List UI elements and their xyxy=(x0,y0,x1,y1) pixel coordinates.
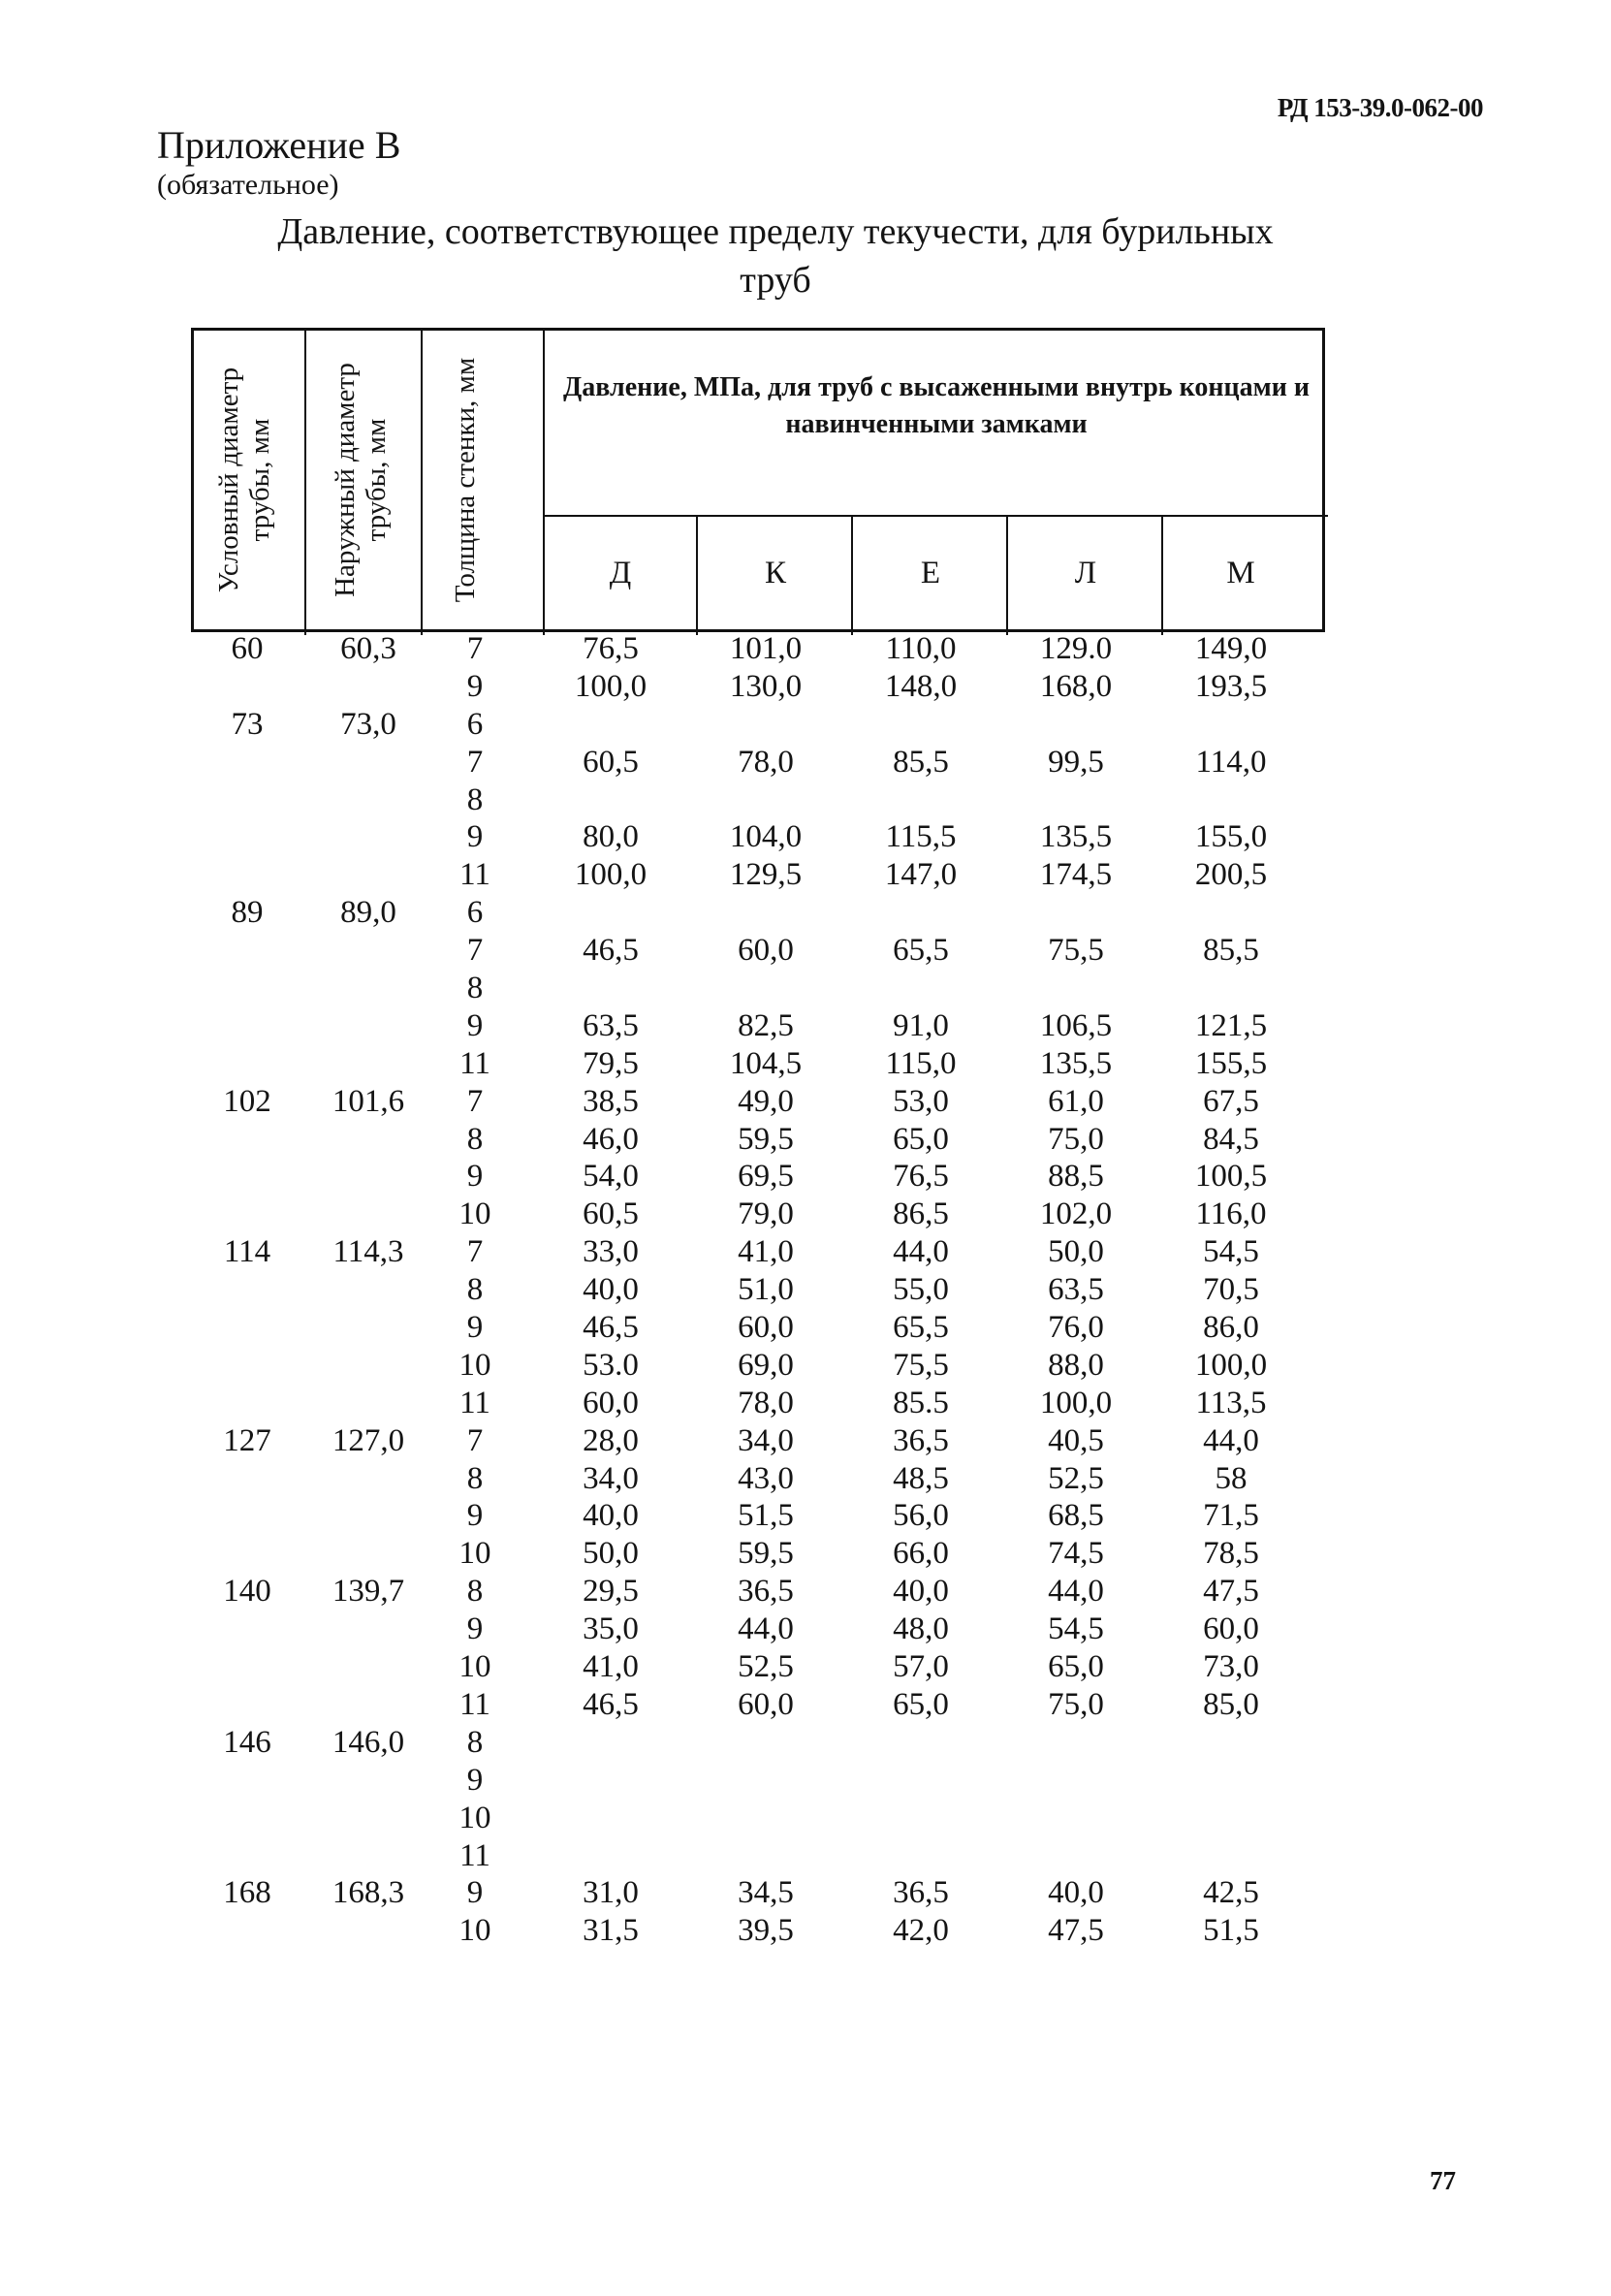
nominal-diameter-cell: 140 xyxy=(223,1574,271,1610)
pressure-m-cell: 71,5 xyxy=(1203,1498,1259,1534)
table-row xyxy=(0,1385,1611,1422)
pressure-k-cell: 82,5 xyxy=(738,1007,794,1043)
wall-thickness-cell: 7 xyxy=(466,933,484,969)
pressure-k-cell: 49,0 xyxy=(738,1083,794,1119)
table-row xyxy=(0,894,1611,932)
pressure-m-cell: 86,0 xyxy=(1203,1310,1259,1346)
header-divider xyxy=(543,515,1328,517)
wall-thickness-cell: 8 xyxy=(466,1460,484,1496)
wall-thickness-cell: 9 xyxy=(466,1007,484,1043)
table-row xyxy=(0,1460,1611,1498)
pressure-k-cell: 60,0 xyxy=(738,1686,794,1722)
pressure-d-cell: 79,5 xyxy=(583,1045,639,1081)
table-row xyxy=(0,932,1611,970)
pressure-l-cell: 88,0 xyxy=(1048,1347,1104,1383)
table-row xyxy=(0,1083,1611,1121)
outer-diameter-cell: 89,0 xyxy=(340,895,396,931)
pressure-l-cell: 135,5 xyxy=(1039,819,1113,855)
page-number: 77 xyxy=(1430,2166,1456,2195)
pressure-e-cell: 86,5 xyxy=(893,1196,949,1232)
nominal-diameter-cell: 73 xyxy=(231,706,264,742)
pressure-l-cell: 54,5 xyxy=(1048,1611,1104,1647)
pressure-d-cell: 40,0 xyxy=(583,1498,639,1534)
pressure-e-cell: 85,5 xyxy=(893,744,949,780)
table-row xyxy=(0,1837,1611,1875)
pressure-e-cell: 44,0 xyxy=(893,1234,949,1270)
pressure-k-cell: 78,0 xyxy=(738,1385,794,1420)
outer-diameter-cell: 146,0 xyxy=(332,1724,405,1760)
pressure-d-cell: 31,0 xyxy=(583,1875,639,1911)
wall-thickness-cell: 10 xyxy=(458,1800,491,1835)
table-row xyxy=(0,856,1611,894)
wall-thickness-cell: 11 xyxy=(459,1045,490,1081)
pressure-m-cell: 85,0 xyxy=(1203,1686,1259,1722)
pressure-e-cell: 110,0 xyxy=(885,631,957,666)
wall-thickness-cell: 10 xyxy=(458,1536,491,1572)
pressure-k-cell: 34,0 xyxy=(738,1422,794,1458)
table-row xyxy=(0,1271,1611,1309)
pressure-k-cell: 69,5 xyxy=(738,1159,794,1195)
pressure-m-cell: 58 xyxy=(1215,1460,1248,1496)
pressure-d-cell: 28,0 xyxy=(583,1422,639,1458)
pressure-k-cell: 52,5 xyxy=(738,1649,794,1685)
wall-thickness-cell: 6 xyxy=(466,895,484,931)
header-grade-e: Е xyxy=(920,556,941,590)
pressure-d-cell: 46,5 xyxy=(583,1310,639,1346)
pressure-d-cell: 100,0 xyxy=(574,857,648,893)
pressure-l-cell: 88,5 xyxy=(1048,1159,1104,1195)
pressure-d-cell: 76,5 xyxy=(583,631,639,666)
pressure-m-cell: 100,5 xyxy=(1194,1159,1268,1195)
pressure-e-cell: 66,0 xyxy=(893,1536,949,1572)
header-grade-m: М xyxy=(1226,556,1255,590)
wall-thickness-cell: 9 xyxy=(466,819,484,855)
table-row xyxy=(0,1309,1611,1347)
pressure-d-cell: 46,0 xyxy=(583,1121,639,1157)
pressure-d-cell: 100,0 xyxy=(574,668,648,704)
pressure-m-cell: 60,0 xyxy=(1203,1611,1259,1647)
wall-thickness-cell: 10 xyxy=(458,1649,491,1685)
wall-thickness-cell: 9 xyxy=(466,1498,484,1534)
pressure-m-cell: 44,0 xyxy=(1203,1422,1259,1458)
pressure-e-cell: 48,0 xyxy=(893,1611,949,1647)
outer-diameter-cell: 114,3 xyxy=(332,1234,404,1270)
pressure-e-cell: 55,0 xyxy=(893,1272,949,1308)
pressure-d-cell: 31,5 xyxy=(583,1913,639,1949)
pressure-l-cell: 75,5 xyxy=(1048,933,1104,969)
pressure-l-cell: 74,5 xyxy=(1048,1536,1104,1572)
wall-thickness-cell: 6 xyxy=(466,706,484,742)
table-row xyxy=(0,1874,1611,1912)
table-row xyxy=(0,1497,1611,1535)
wall-thickness-cell: 7 xyxy=(466,631,484,666)
wall-thickness-cell: 9 xyxy=(466,1875,484,1911)
table-row xyxy=(0,1007,1611,1045)
pressure-m-cell: 200,5 xyxy=(1194,857,1268,893)
pressure-k-cell: 129,5 xyxy=(729,857,803,893)
wall-thickness-cell: 9 xyxy=(466,668,484,704)
header-divider xyxy=(421,331,423,635)
header-grade-k: К xyxy=(764,556,786,590)
pressure-k-cell: 60,0 xyxy=(738,1310,794,1346)
pressure-e-cell: 91,0 xyxy=(893,1007,949,1043)
outer-diameter-cell: 60,3 xyxy=(340,631,396,666)
pressure-e-cell: 65,0 xyxy=(893,1121,949,1157)
outer-diameter-cell: 101,6 xyxy=(332,1083,405,1119)
table-row xyxy=(0,1800,1611,1837)
pressure-d-cell: 50,0 xyxy=(583,1536,639,1572)
wall-thickness-cell: 9 xyxy=(466,1762,484,1798)
pressure-d-cell: 60,0 xyxy=(583,1385,639,1420)
pressure-d-cell: 53.0 xyxy=(583,1347,639,1383)
pressure-d-cell: 38,5 xyxy=(583,1083,639,1119)
table-row xyxy=(0,668,1611,706)
pressure-l-cell: 61,0 xyxy=(1048,1083,1104,1119)
pressure-d-cell: 63,5 xyxy=(583,1007,639,1043)
pressure-e-cell: 48,5 xyxy=(893,1460,949,1496)
pressure-e-cell: 65,5 xyxy=(893,933,949,969)
outer-diameter-cell: 139,7 xyxy=(332,1574,405,1610)
pressure-e-cell: 36,5 xyxy=(893,1875,949,1911)
header-grade-l: Л xyxy=(1074,556,1097,590)
wall-thickness-cell: 10 xyxy=(458,1196,491,1232)
pressure-m-cell: 54,5 xyxy=(1203,1234,1259,1270)
pressure-k-cell: 78,0 xyxy=(738,744,794,780)
pressure-m-cell: 85,5 xyxy=(1203,933,1259,969)
wall-thickness-cell: 8 xyxy=(466,1724,484,1760)
pressure-k-cell: 41,0 xyxy=(738,1234,794,1270)
wall-thickness-cell: 8 xyxy=(466,1272,484,1308)
appendix-status: (обязательное) xyxy=(157,169,339,201)
wall-thickness-cell: 7 xyxy=(466,1083,484,1119)
table-row xyxy=(0,1724,1611,1762)
nominal-diameter-cell: 60 xyxy=(231,631,264,666)
table-title: Давление, соответствующее пределу текучести, для бурильных труб xyxy=(277,211,1274,301)
outer-diameter-cell: 73,0 xyxy=(340,706,396,742)
table-row xyxy=(0,1422,1611,1460)
pressure-m-cell: 100,0 xyxy=(1194,1347,1268,1383)
table-row xyxy=(0,970,1611,1007)
pressure-k-cell: 104,0 xyxy=(729,819,803,855)
pressure-l-cell: 75,0 xyxy=(1048,1686,1104,1722)
table-row xyxy=(0,630,1611,668)
pressure-k-cell: 34,5 xyxy=(738,1875,794,1911)
pressure-l-cell: 63,5 xyxy=(1048,1272,1104,1308)
table-row xyxy=(0,1045,1611,1083)
header-divider xyxy=(304,331,306,635)
pressure-k-cell: 51,0 xyxy=(738,1272,794,1308)
pressure-m-cell: 67,5 xyxy=(1203,1083,1259,1119)
pressure-d-cell: 54,0 xyxy=(583,1159,639,1195)
wall-thickness-cell: 10 xyxy=(458,1913,491,1949)
table-row xyxy=(0,1912,1611,1950)
pressure-k-cell: 101,0 xyxy=(729,631,803,666)
header-pressure-group: Давление, МПа, для труб с высаженными внутрь концами и навинченными замками xyxy=(563,372,1310,439)
pressure-k-cell: 104,5 xyxy=(729,1045,803,1081)
pressure-m-cell: 121,5 xyxy=(1194,1007,1268,1043)
pressure-k-cell: 59,5 xyxy=(738,1536,794,1572)
pressure-d-cell: 34,0 xyxy=(583,1460,639,1496)
nominal-diameter-cell: 114 xyxy=(223,1234,271,1270)
appendix-title: Приложение В xyxy=(157,123,401,167)
table-row xyxy=(0,1573,1611,1610)
pressure-k-cell: 44,0 xyxy=(738,1611,794,1647)
pressure-e-cell: 53,0 xyxy=(893,1083,949,1119)
pressure-l-cell: 68,5 xyxy=(1048,1498,1104,1534)
pressure-e-cell: 42,0 xyxy=(893,1913,949,1949)
table-row xyxy=(0,1233,1611,1271)
pressure-l-cell: 76,0 xyxy=(1048,1310,1104,1346)
pressure-k-cell: 69,0 xyxy=(738,1347,794,1383)
pressure-e-cell: 147,0 xyxy=(884,857,958,893)
pressure-m-cell: 116,0 xyxy=(1195,1196,1267,1232)
pressure-d-cell: 33,0 xyxy=(583,1234,639,1270)
pressure-l-cell: 100,0 xyxy=(1039,1385,1113,1420)
pressure-d-cell: 40,0 xyxy=(583,1272,639,1308)
table-row xyxy=(0,1196,1611,1233)
pressure-d-cell: 60,5 xyxy=(583,744,639,780)
pressure-e-cell: 115,5 xyxy=(885,819,957,855)
pressure-l-cell: 174,5 xyxy=(1039,857,1113,893)
pressure-e-cell: 40,0 xyxy=(893,1574,949,1610)
pressure-l-cell: 75,0 xyxy=(1048,1121,1104,1157)
wall-thickness-cell: 10 xyxy=(458,1347,491,1383)
pressure-d-cell: 46,5 xyxy=(583,933,639,969)
wall-thickness-cell: 8 xyxy=(466,1574,484,1610)
table-row xyxy=(0,781,1611,819)
pressure-d-cell: 80,0 xyxy=(583,819,639,855)
pressure-l-cell: 106,5 xyxy=(1039,1007,1113,1043)
pressure-m-cell: 155,5 xyxy=(1194,1045,1268,1081)
table-row xyxy=(0,1347,1611,1385)
wall-thickness-cell: 8 xyxy=(466,1121,484,1157)
pressure-m-cell: 84,5 xyxy=(1203,1121,1259,1157)
pressure-l-cell: 102,0 xyxy=(1039,1196,1113,1232)
table-row xyxy=(0,706,1611,744)
wall-thickness-cell: 11 xyxy=(459,857,490,893)
nominal-diameter-cell: 146 xyxy=(223,1724,271,1760)
pressure-e-cell: 65,0 xyxy=(893,1686,949,1722)
pressure-e-cell: 65,5 xyxy=(893,1310,949,1346)
pressure-e-cell: 148,0 xyxy=(884,668,958,704)
pressure-m-cell: 149,0 xyxy=(1194,631,1268,666)
pressure-m-cell: 70,5 xyxy=(1203,1272,1259,1308)
pressure-k-cell: 36,5 xyxy=(738,1574,794,1610)
pressure-e-cell: 56,0 xyxy=(893,1498,949,1534)
table-row xyxy=(0,1121,1611,1159)
pressure-k-cell: 43,0 xyxy=(738,1460,794,1496)
wall-thickness-cell: 9 xyxy=(466,1159,484,1195)
pressure-d-cell: 46,5 xyxy=(583,1686,639,1722)
pressure-m-cell: 193,5 xyxy=(1194,668,1268,704)
document-code: РД 153-39.0-062-00 xyxy=(1277,93,1483,122)
table-row xyxy=(0,1158,1611,1196)
table-row xyxy=(0,744,1611,781)
pressure-l-cell: 40,0 xyxy=(1048,1875,1104,1911)
wall-thickness-cell: 8 xyxy=(466,781,484,817)
pressure-k-cell: 51,5 xyxy=(738,1498,794,1534)
nominal-diameter-cell: 168 xyxy=(223,1875,271,1911)
header-grade-d: Д xyxy=(609,556,632,590)
outer-diameter-cell: 168,3 xyxy=(332,1875,405,1911)
pressure-l-cell: 129.0 xyxy=(1039,631,1113,666)
pressure-m-cell: 155,0 xyxy=(1194,819,1268,855)
pressure-l-cell: 47,5 xyxy=(1048,1913,1104,1949)
pressure-l-cell: 44,0 xyxy=(1048,1574,1104,1610)
pressure-k-cell: 60,0 xyxy=(738,933,794,969)
table-row xyxy=(0,818,1611,856)
pressure-e-cell: 57,0 xyxy=(893,1649,949,1685)
outer-diameter-cell: 127,0 xyxy=(332,1422,405,1458)
pressure-m-cell: 114,0 xyxy=(1195,744,1267,780)
pressure-m-cell: 73,0 xyxy=(1203,1649,1259,1685)
pressure-m-cell: 51,5 xyxy=(1203,1913,1259,1949)
nominal-diameter-cell: 89 xyxy=(231,895,264,931)
table-row xyxy=(0,1535,1611,1573)
pressure-l-cell: 99,5 xyxy=(1048,744,1104,780)
pressure-l-cell: 52,5 xyxy=(1048,1460,1104,1496)
wall-thickness-cell: 8 xyxy=(466,971,484,1006)
pressure-e-cell: 36,5 xyxy=(893,1422,949,1458)
table-row xyxy=(0,1762,1611,1800)
wall-thickness-cell: 11 xyxy=(459,1686,490,1722)
table-row xyxy=(0,1686,1611,1724)
table-header: Условный диаметр трубы, мм Наружный диаметр трубы, мм Толщина стенки, мм Давление, МПа, для труб с высаженными внутрь концами и навинченными замками Д К Е Л М xyxy=(191,328,1325,632)
pressure-d-cell: 60,5 xyxy=(583,1196,639,1232)
pressure-l-cell: 65,0 xyxy=(1048,1649,1104,1685)
pressure-m-cell: 78,5 xyxy=(1203,1536,1259,1572)
pressure-l-cell: 168,0 xyxy=(1039,668,1113,704)
pressure-l-cell: 50,0 xyxy=(1048,1234,1104,1270)
pressure-e-cell: 115,0 xyxy=(885,1045,957,1081)
pressure-d-cell: 41,0 xyxy=(583,1649,639,1685)
wall-thickness-cell: 9 xyxy=(466,1611,484,1647)
pressure-k-cell: 79,0 xyxy=(738,1196,794,1232)
table-row xyxy=(0,1648,1611,1686)
wall-thickness-cell: 9 xyxy=(466,1310,484,1346)
wall-thickness-cell: 7 xyxy=(466,1422,484,1458)
pressure-d-cell: 35,0 xyxy=(583,1611,639,1647)
wall-thickness-cell: 11 xyxy=(459,1385,490,1420)
pressure-l-cell: 135,5 xyxy=(1039,1045,1113,1081)
pressure-l-cell: 40,5 xyxy=(1048,1422,1104,1458)
pressure-k-cell: 39,5 xyxy=(738,1913,794,1949)
pressure-e-cell: 76,5 xyxy=(893,1159,949,1195)
pressure-e-cell: 85.5 xyxy=(893,1385,949,1420)
pressure-k-cell: 59,5 xyxy=(738,1121,794,1157)
nominal-diameter-cell: 127 xyxy=(223,1422,271,1458)
pressure-m-cell: 42,5 xyxy=(1203,1875,1259,1911)
wall-thickness-cell: 7 xyxy=(466,1234,484,1270)
pressure-k-cell: 130,0 xyxy=(729,668,803,704)
wall-thickness-cell: 11 xyxy=(459,1837,490,1873)
table-body xyxy=(0,630,1611,1950)
pressure-d-cell: 29,5 xyxy=(583,1574,639,1610)
pressure-m-cell: 113,5 xyxy=(1195,1385,1267,1420)
nominal-diameter-cell: 102 xyxy=(223,1083,271,1119)
pressure-e-cell: 75,5 xyxy=(893,1347,949,1383)
wall-thickness-cell: 7 xyxy=(466,744,484,780)
table-row xyxy=(0,1610,1611,1648)
pressure-m-cell: 47,5 xyxy=(1203,1574,1259,1610)
